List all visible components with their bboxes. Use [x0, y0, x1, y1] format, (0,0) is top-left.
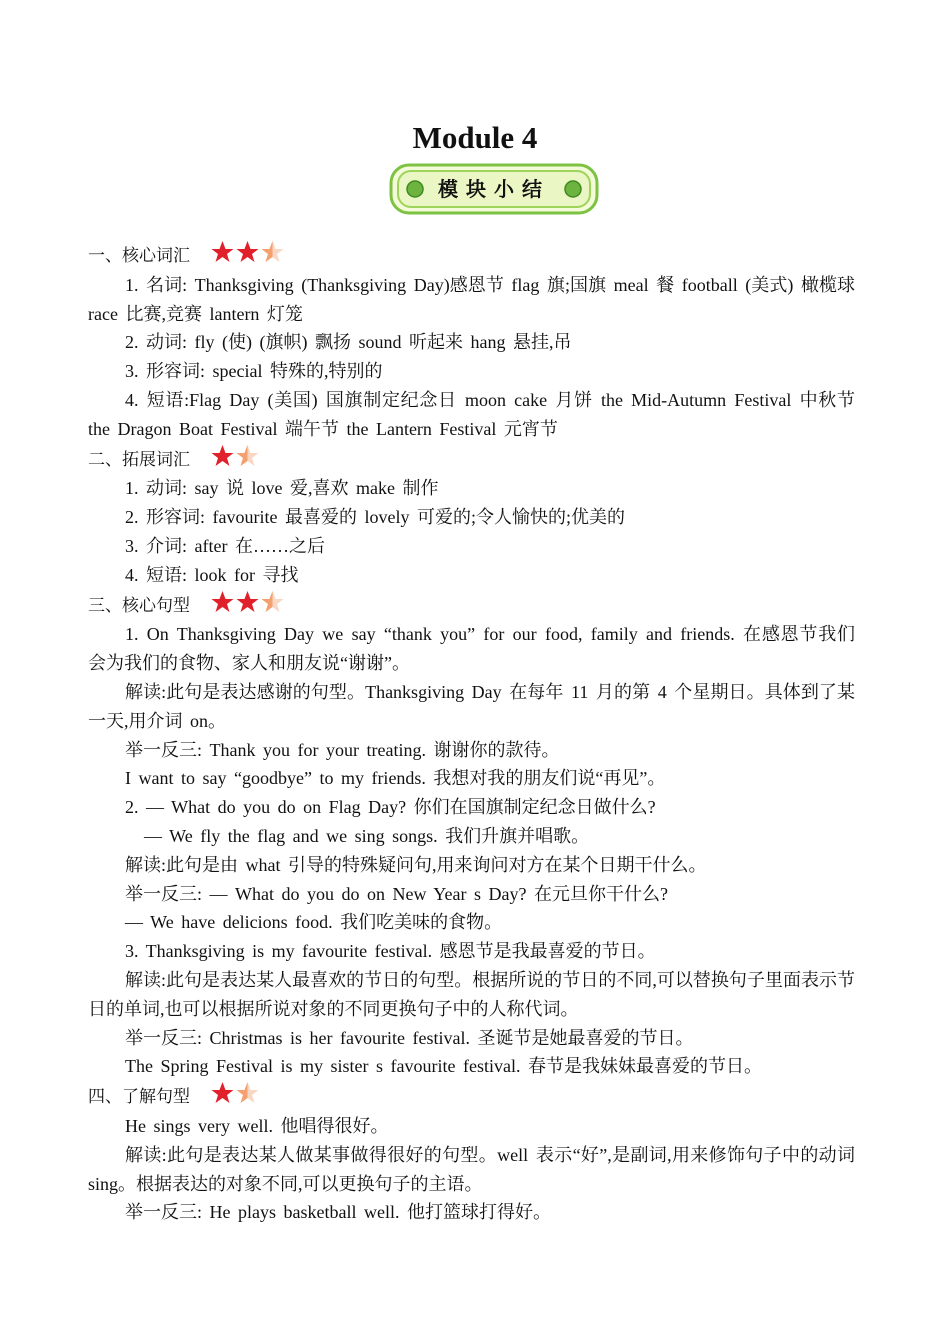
section-line: 举一反三: He plays basketball well. 他打篮球打得好。 — [125, 1202, 551, 1223]
section-line: 3. 介词: after 在……之后 — [125, 535, 325, 556]
section-line: — We fly the flag and we sing songs. 我们升旗并唱歌。 — [144, 825, 590, 846]
section-line: — We have delicions food. 我们吃美味的食物。 — [125, 912, 503, 933]
summary-content — [88, 240, 855, 1227]
section-line: 举一反三: Christmas is her favourite festival. 圣诞节是她最喜爱的节日。 — [125, 1027, 694, 1048]
rating-stars-icon — [210, 590, 285, 614]
rating-stars-icon — [210, 1081, 260, 1105]
section-line: 举一反三: — What do you do on New Year s Day? 在元旦你干什么? — [125, 883, 668, 904]
section-line: He sings very well. 他唱得很好。 — [125, 1115, 389, 1136]
badge-label: 模块小结 — [438, 177, 550, 201]
section-heading — [88, 444, 855, 475]
section-heading — [88, 1081, 855, 1112]
section-line: 2. 动词: fly (使) (旗帜) 飘扬 sound 听起来 hang 悬挂,吊 — [125, 332, 572, 353]
section-line: 解读:此句是表达某人做某事做得很好的句型。well 表示“好”,是副词,用来修饰句子中的动词 sing。根据表达的对象不同,可以更换句子的主语。 — [88, 1144, 855, 1194]
section-line: 2. — What do you do on Flag Day? 你们在国旗制定纪念日做什么? — [125, 797, 656, 818]
section-line: 解读:此句是表达感谢的句型。Thanksgiving Day 在每年 11 月的第 4 个星期日。具体到了某一天,用介词 on。 — [88, 681, 855, 731]
section-line: I want to say “goodbye” to my friends. 我想对我的朋友们说“再见”。 — [125, 768, 666, 789]
module-summary-badge — [389, 162, 599, 216]
section-title: 一、核心词汇 — [88, 246, 190, 265]
section-heading — [88, 590, 855, 621]
section-title: 二、拓展词汇 — [88, 449, 190, 469]
section-line: 1. 动词: say 说 love 爱,喜欢 make 制作 — [125, 478, 439, 499]
section-line: 4. 短语:Flag Day (美国) 国旗制定纪念日 moon cake 月饼 the Mid-Autumn Festival 中秋节 the Dragon Boat Festival 端午节 the Lantern Festival 元宵节 — [88, 389, 855, 439]
module-title: Module 4 — [412, 120, 538, 155]
section-heading — [88, 240, 855, 271]
section-line: 举一反三: Thank you for your treating. 谢谢你的款待。 — [125, 739, 560, 760]
rating-stars-icon — [210, 444, 260, 468]
rating-stars-icon — [210, 240, 285, 264]
section-line: 解读:此句是由 what 引导的特殊疑问句,用来询问对方在某个日期干什么。 — [125, 854, 707, 875]
section-line: 3. 形容词: special 特殊的,特别的 — [125, 361, 383, 382]
section-line: 1. 名词: Thanksgiving (Thanksgiving Day)感恩节 flag 旗;国旗 meal 餐 football (美式) 橄榄球 race 比赛,竞赛 lantern 灯笼 — [88, 274, 855, 324]
section-line: 解读:此句是表达某人最喜欢的节日的句型。根据所说的节日的不同,可以替换句子里面表示节日的单词,也可以根据所说对象的不同更换句子中的人称代词。 — [88, 969, 855, 1019]
section-title: 三、核心句型 — [88, 595, 190, 615]
section-title: 四、了解句型 — [88, 1087, 190, 1107]
section-line: The Spring Festival is my sister s favourite festival. 春节是我妹妹最喜爱的节日。 — [125, 1056, 762, 1077]
section-line: 2. 形容词: favourite 最喜爱的 lovely 可爱的;令人愉快的;优美的 — [125, 507, 625, 528]
section-line: 3. Thanksgiving is my favourite festival. 感恩节是我最喜爱的节日。 — [125, 941, 656, 962]
section-line: 1. On Thanksgiving Day we say “thank you” for our food, family and friends. 在感恩节我们会为我们的食物、家人和朋友说“谢谢”。 — [88, 624, 855, 674]
section-line: 4. 短语: look for 寻找 — [125, 564, 299, 585]
